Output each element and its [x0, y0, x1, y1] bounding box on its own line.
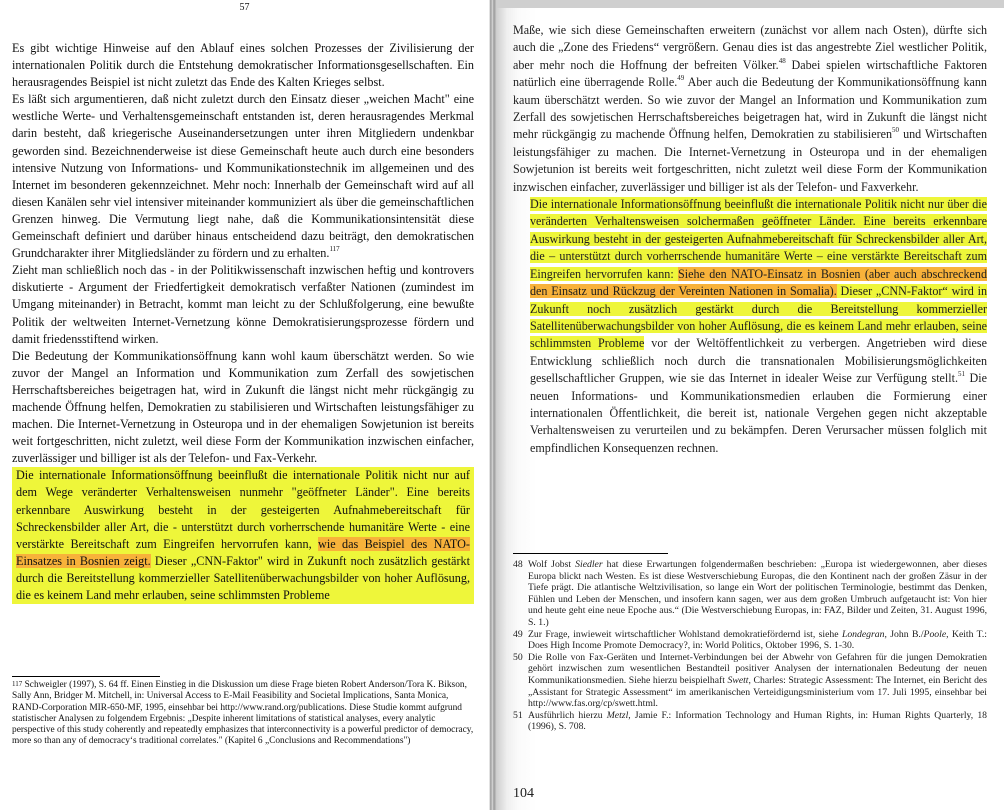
footnote-ref[interactable]: 50 [892, 126, 900, 135]
paragraph-text: Maße, wie sich diese Gemeinschaften erweitern (zunächst vor allem nach Osten), dürfte sich auch die „Zone des Friedens“ vergrößern. Genau dies ist das angestrebte Ziel westlicher Politik, aber mehr noch die Hoffnung der befreiten Völker. [513, 23, 987, 72]
footnote [12, 680, 477, 748]
text: Wolf Jobst [528, 559, 576, 570]
text: Ausführlich hierzu [528, 709, 607, 721]
text: hat diese Erwartungen folgendermaßen beschrieben: „Europa ist wiedergewonnen, aber dieses Europa blickt nach Westen. Es ist diese Westverschiebung Europas, die den Kontinent nach der großen Zäsur in der Tiefe prägt. Die atlantische Weltzivilisation, so lange ein Wort der politischen Terminologie, bestimmt das Denken, Fühlen und Leben der Menschen, und insofern kann sagen, wer aus dem großen Umbruch aufgetaucht ist: Von hier und heute geht eine neue Epoche aus.“ (Die Westverschiebung Europas, in: FAZ, Bilder und Zeiten, 31. August 1996, S. 1.) [528, 559, 987, 628]
paragraph: Es gibt wichtige Hinweise auf den Ablauf eines solchen Prozesses der Zivilisierung der internationalen Politik durch die Entstehung demokratischer Informationsgesellschaften. Ein herausragendes Beispiel ist nicht zuletzt das Ende des Kalten Krieges selbst. [12, 41, 474, 90]
footnote-48 [513, 559, 987, 629]
author-name: Swett [727, 674, 749, 686]
footnote-number: 48 [513, 559, 523, 570]
highlight-yellow: Dieser „CNN-Faktor" wird in Zukunft noch zusätzlich gestärkt durch die Bereitstellung kommerzieller Satellitenüberwachungsbilder von hoher Auflösung, die es keinem Land mehr erlauben, seine schlimmsten Probleme [16, 553, 470, 602]
paragraph-text: und Wirtschaften leistungsfähiger zu machen. Die Internet-Vernetzung in Osteuropa und in der ehemaligen Sowjetunion ist bereits weit fortgeschritten, nicht zuletzt weil diese Form der Kommunikation inzwischen einfacher, zuverlässiger und billiger ist als der Telefon- und Faxverkehr. [513, 127, 988, 194]
page-gutter [489, 0, 497, 810]
footnote-51 [513, 710, 987, 733]
highlight-orange: Siehe den NATO-Einsatz in Bosnien (aber auch abschreckend den Einsatz und Rückzug der Vereinten Nationen in Somalia). [530, 266, 988, 299]
text: , John B./ [884, 628, 924, 640]
highlighted-paragraph [12, 467, 474, 604]
footnote-number: 49 [513, 628, 523, 640]
footnote-ref[interactable]: 48 [778, 56, 786, 65]
highlight-yellow: Die internationale Informationsöffnung beeinflußt die internationale Politik nicht nur über die veränderten Verhaltensweisen solchermaßen geöffneter Länder. Eine bereits erkennbare Auswirkung besteht in der gesteigerten Aufnahmebereitschaft für Schreckensbilder aller Art, die – unterstützt durch vorherrschende humanitäre Werte – eine verstärkte Bereitschaft zum Eingreifen hervorrufen kann: [530, 197, 987, 281]
text: , Jamie F.: Information Technology and Human Rights, in: Human Rights Quarterly, 18 (1996), S. 708. [528, 709, 988, 733]
footnote-number: 117 [12, 680, 23, 688]
left-page-body [12, 40, 474, 604]
paragraph [513, 196, 987, 457]
author-name: Metzl [606, 709, 629, 721]
paragraph: Zieht man schließlich noch das - in der Politikwissenschaft inzwischen heftig und kontrovers diskutierte - Argument der Friedfertigkeit demokratisch verfaßter Nationen (zumindest im Umgang miteinander) in Betracht, kommt man leicht zu der Schlußfolgerung, eine bewußte Politik der weltweiten Internet-Vernetzung könne Demokratisierungsprozesse fördern und damit friedensstiftend wirken. [12, 263, 474, 346]
footnote-text [528, 559, 987, 629]
paragraph [12, 91, 474, 262]
footnote-ref[interactable]: 49 [677, 74, 685, 83]
text: , Charles: Strategic Assessment: The Internet, ein Bericht des „Assistant for Strategic Assessment“ im amerikanischen Verteidigungsministerium vom 17. Juli 1995, einsehbar bei http://www.fas.org/cp/swett.html. [528, 674, 987, 710]
page-number-bottom: 104 [513, 786, 534, 801]
highlight-yellow: Dieser „CNN-Faktor“ wird in Zukunft noch zusätzlich gestärkt durch die Bereitstellung kommerzieller Satellitenüberwachungsbilder von hoher Auflösung, die es keinem Land mehr erlauben, seine schlimmsten Probleme [530, 284, 987, 351]
footnote-text [528, 710, 987, 733]
footnote-number: 51 [513, 709, 523, 721]
paragraph [513, 22, 987, 196]
text: , Keith T.: Does High Income Promote Democracy?, in: World Politics, Oktober 1996, S. 1-30. [528, 628, 987, 652]
paragraph: Die Bedeutung der Kommunikationsöffnung kann wohl kaum überschätzt werden. So wie zuvor der Mangel an Information und Kommunikation zum Zerfall des sowjetischen Herrschaftsbereiches beigetragen hat, wird in Zukunft die längst nicht mehr rückgängig zu machende Öffnung helfen, Demokratien zu stabilisieren und Wirtschaften leistungsfähiger zu machen. Die Internet-Vernetzung in Osteuropa und in der ehemaligen Sowjetunion ist bereits weit fortgeschritten, nicht zuletzt, weil diese Form der Kommunikation inzwischen einfacher, zuverlässiger und billiger ist als der Telefon- und Fax-Verkehr. [12, 348, 474, 466]
footnote-text [528, 652, 987, 710]
footnote-divider [12, 676, 160, 677]
author-name: Poole [923, 628, 947, 640]
footnote-divider [513, 553, 668, 554]
footnote-text [528, 629, 987, 652]
text: Die Rolle von Fax-Geräten und Internet-Verbindungen bei der Abwehr von Gefahren für die jungen Demokratien gehört inzwischen zum wesentlichen Bestandteil positiver Analysen der internationalen Bedeutung der neuen Kommunikationsmedien. Siehe hierzu beispielhaft [528, 651, 987, 686]
paragraph-text: Aber auch die Bedeutung der Kommunikationsöffnung kann kaum überschätzt werden. So wie zuvor der Mangel an Information und Kommunikation zum Zerfall des sowjetischen Herrschaftsbereiches beigetragen hat, wird in Zukunft die längst nicht mehr rückgängig zu machende Öffnung helfen, Demokratien zu stabilisieren [513, 75, 987, 142]
footnote-number: 50 [513, 651, 523, 663]
scan-border [497, 0, 1004, 8]
highlight-yellow: Die internationale Informationsöffnung beeinflußt die internationale Politik nicht nur auf dem Wege veränderter Verhaltensweisen nunmehr "geöffneter Länder". Eine bereits erkennbare Auswirkung besteht in der gesteigerten Aufnahmebereitschaft für Schreckensbilder aller Art, die - unterstützt durch vorherrschende humanitäre Werte - eine verstärkte Bereitschaft zum Eingreifen hervorrufen kann, [16, 468, 470, 551]
right-page-body [513, 12, 987, 457]
footnote-ref[interactable]: 51 [958, 370, 966, 379]
author-name: Londegran [841, 628, 885, 640]
left-page [0, 0, 489, 810]
right-page [497, 0, 1004, 810]
paragraph-text: Es läßt sich argumentieren, daß nicht zuletzt durch den Einsatz dieser „weichen Macht" eine westliche Werte- und Verhaltensgemeinschaft entstanden ist, deren herausragendes Merkmal darin besteht, daß kriegerische Auseinandersetzungen unter ihren Mitgliedern undenkbar geworden sind. Bezeichnenderweise ist diese Gemeinschaft heute auch durch eine besonders intensive Nutzung von Informations- und Kommunikationstechnik im allgemeinen und des Internet im besonderen gekennzeichnet. Mehr noch: Innerhalb der Gemeinschaft wird auf all diesen Kanälen sehr viel intensiver miteinander kommuniziert als über die gemeinschaftlichen Grenzen hinweg. Die Vermutung liegt nahe, daß die Kommunikationsintensität diese Gemeinschaft definiert und darüber hinaus entscheidend dazu beiträgt, den demokratischen Grundcharakter ihrer Mitgliedsländer zu fördern und zu erhalten. [12, 92, 474, 261]
footnote-text: Schweigler (1997), S. 64 ff. Einen Einstieg in die Diskussion um diese Frage bieten Robert Anderson/Tora K. Bikson, Sally Ann, Bridger M. Mitchell, in: Universal Access to E-Mail Feasibility and Societal Implications, Santa Monica, RAND-Corporation MIR-650-MF, 1995, einsehbar bei http://www.rand.org/publications. Diese Studie kommt aufgrund statistischer Analysen zu folgendem Ergebnis: „Despite inherent limitations of statistical analyses, every analytic perspective of this study coherently and repeatedly emphasizes that interconnectivity is a powerful predictor of democracy, more so than any of democracy‘s traditional correlates." (Kapitel 6 „Conclusions and Recommendations") [12, 680, 474, 747]
paragraph-text: Dabei spielen wirtschaftliche Faktoren natürlich eine überragende Rolle. [513, 57, 988, 90]
footnote-ref[interactable]: 117 [329, 245, 340, 254]
highlight-orange: wie das Beispiel des NATO-Einsatzes in Bosnien zeigt. [16, 536, 470, 568]
paragraph-text: vor der Weltöffentlichkeit zu verbergen. Angetrieben wird diese Entwicklung schließlich noch durch die transnationalen Mobilisierungsmöglichkeiten gesellschaftlicher Gruppen, wie sie das Internet in idealer Weise zur Verfügung stellt. [530, 336, 987, 386]
page-number-top: 57 [239, 2, 250, 13]
text: Zur Frage, inwieweit wirtschaftlicher Wohlstand demokratiefördernd ist, siehe [528, 628, 842, 640]
footnotes [513, 559, 987, 733]
author-name: Siedler [575, 559, 603, 570]
footnote-50 [513, 652, 987, 710]
footnote-49 [513, 629, 987, 652]
paragraph-text: Die neuen Informations- und Kommunikationsmedien erlauben die Formierung einer internationalen Öffentlichkeit, die bereit ist, nationale Vergehen gegen nicht akzeptable Verhaltensweisen zu verurteilen und zu bekämpfen. Deren Verursacher müssen folglich mit empfindlichen Konsequenzen rechnen. [530, 371, 987, 455]
